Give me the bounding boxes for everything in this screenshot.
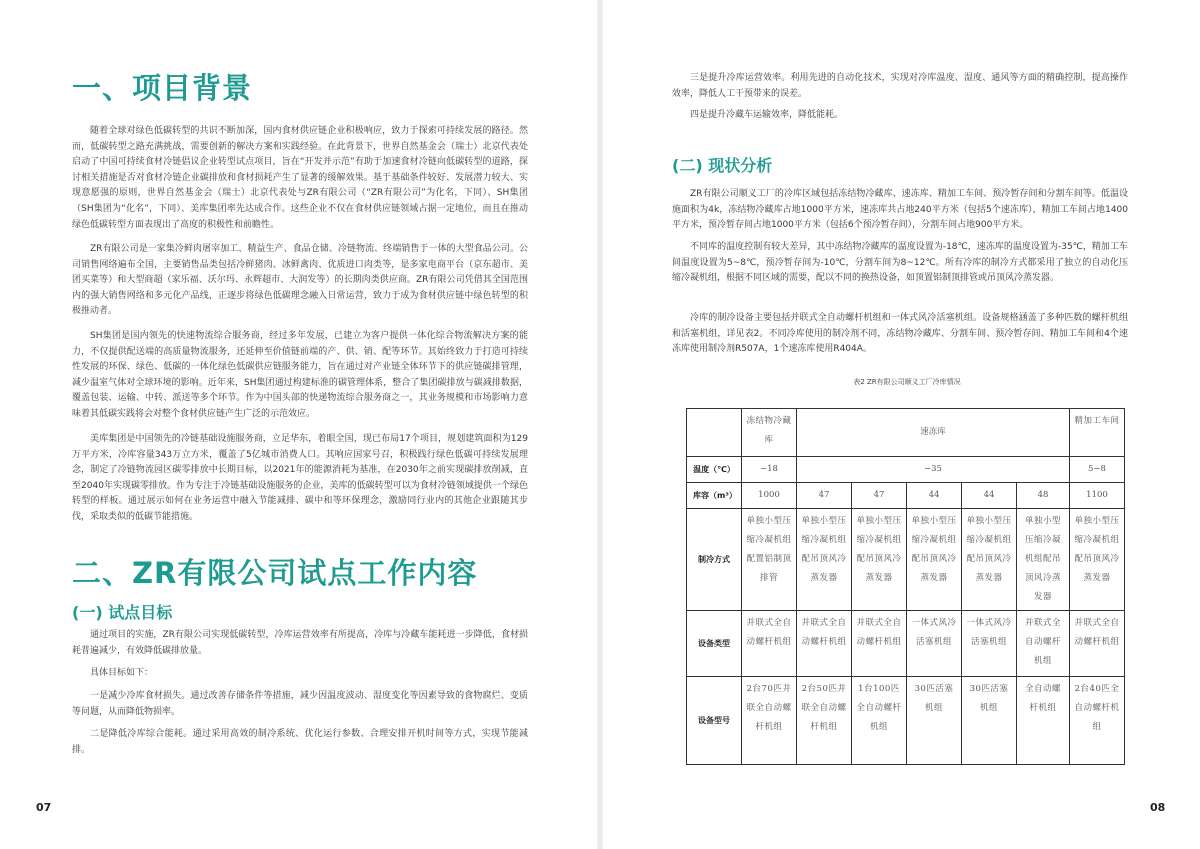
table-cell: 1000 bbox=[742, 483, 797, 509]
table-cell: 单独小型压缩冷凝机组配吊顶风冷蒸发器 bbox=[962, 509, 1017, 611]
table-row-equipment-model bbox=[687, 677, 1125, 765]
table-row-capacity bbox=[687, 483, 1125, 509]
row-label-temperature: 温度（℃） bbox=[687, 457, 742, 483]
temperature-processing: 5−8 bbox=[1070, 457, 1125, 483]
table-cell: 全自动螺杆机组 bbox=[1017, 677, 1070, 765]
row-label-equipment-type: 设备类型 bbox=[687, 611, 742, 677]
table-corner-cell bbox=[687, 409, 742, 457]
paragraph-background-3: SH集团是国内领先的快速物流综合服务商，经过多年发展，已建立为客户提供一体化综合物流解决方案的能力，不仅提供配送端的高质量物流服务，还延伸至价值链前端的产、供、销、配等环节。其始终致力于打造可持续性发展的环保、绿色、低碳的一体化绿色低碳供应链服务能力，旨在通过对产业链全体环节下的供应链碳排管理，减少温室气体对全球环境的影响。近年来，SH集团通过构建标准的碳管理体系，整合了集团碳排放与碳减排数据，覆盖包装、运输、中转、派送等多个环节。作为中国头部的快递物流综合服务商之一，其业务规模和市场影响力意味着其低碳实践将会对整个食材供应链产生广泛的示范效应。 bbox=[72, 331, 528, 419]
table-header-row bbox=[687, 409, 1125, 457]
table-cell: 单独小型压缩冷凝机组配置铝制顶排管 bbox=[742, 509, 797, 611]
paragraph-goal-1: 一是减少冷库食材损失。通过改善存储条件等措施，减少因温度波动、湿度变化等因素导致的食物腐烂、变质等问题，从而降低物损率。 bbox=[72, 691, 528, 717]
table-cell: 并联式全自动螺杆机组 bbox=[797, 611, 852, 677]
temperature-freezer: −18 bbox=[742, 457, 797, 483]
table-cell: 一体式风冷活塞机组 bbox=[962, 611, 1017, 677]
table-row-temperature bbox=[687, 457, 1125, 483]
table-row-equipment-type bbox=[687, 611, 1125, 677]
paragraph-status-3: 冷库的制冷设备主要包括并联式全自动螺杆机组和一体式风冷活塞机组。设备规格涵盖了多种匹数的螺杆机组和活塞机组，详见表2。不同冷库使用的制冷剂不同，冻结物冷藏库、分割车间、预冷暂存间、精加工车间和4个速冻库使用制冷剂R507A，1个速冻库使用R404A。 bbox=[672, 313, 1128, 355]
paragraph-status-2: 不同库的温度控制有较大差异，其中冻结物冷藏库的温度设置为-18℃，速冻库的温度设置为-35℃，精加工车间温度设置为5~8℃，预冷暂存间为-10℃，分割车间为8~12℃。所有冷库的制冷方式都采用了独立的自动化压缩冷凝机组，根据不同区域的需要，配以不同的换热设备，如顶置铝制顶排管或吊顶风冷蒸发器。 bbox=[672, 242, 1128, 284]
table-cell: 44 bbox=[907, 483, 962, 509]
section1-title: 一、项目背景 bbox=[72, 71, 253, 105]
subsection-goals-title: (一) 试点目标 bbox=[72, 603, 173, 622]
table-cell: 单独小型压缩冷凝机组配吊顶风冷蒸发器 bbox=[852, 509, 907, 611]
left-page bbox=[0, 0, 598, 849]
table-cell: 并联式全自动螺杆机组 bbox=[852, 611, 907, 677]
paragraph-background-2: ZR有限公司是一家集冷鲜肉屠宰加工、精益生产、食品仓储、冷链物流、终端销售于一体的大型食品公司。公司销售网络遍布全国，主要销售品类包括冷鲜猪肉、冰鲜禽肉、优质进口肉类等，是多家电商平台（京东超市、美团买菜等）和大型商超（家乐福、沃尔玛、永辉超市、大润发等）的长期肉类供应商。ZR有限公司凭借其全国范围内的强大销售网络和多元化产品线，正逐步将绿色低碳理念融入日常运营，致力于成为食材供应链中绿色转型的积极推动者。 bbox=[72, 244, 528, 317]
right-page bbox=[602, 0, 1200, 849]
paragraph-background-4: 美库集团是中国领先的冷链基础设施服务商，立足华东，着眼全国，现已布局17个项目，规划建筑面积为129万平方米，冷库容量343万立方米，覆盖了5亿城市消费人口。其响应国家号召，积极践行绿色低碳可持续发展理念，制定了冷链物流园区碳零排放中长期目标，以2021年的能源消耗为基准，在2030年之前实现碳排放削减，直至2040年实现碳零排放。作为专注于冷链基础设施服务的企业，美库的低碳转型可以为食材冷链领域提供一个绿色转型的样板。通过展示如何在业务运营中融入节能减排、碳中和等环保理念，激励同行业内的其他企业跟随其步伐，采取类似的低碳节能措施。 bbox=[72, 434, 528, 522]
table-cell: 2台50匹并联全自动螺杆机组 bbox=[797, 677, 852, 765]
paragraph-status-1: ZR有限公司顺义工厂的冷库区域包括冻结物冷藏库、速冻库、精加工车间、预冷暂存间和分割车间等。低温设施面积为4k，冻结物冷藏库占地1000平方米，速冻库共占地240平方米（包括5个速冻库），精加工车间占地1400平方米，预冷暂存间占地1000平方米（包括6个预冷暂存间），分割车间占地900平方米。 bbox=[672, 189, 1128, 231]
header-quick-freeze: 速冻库 bbox=[797, 409, 1070, 457]
temperature-quick-freeze: −35 bbox=[797, 457, 1070, 483]
table-cell: 并联式全自动螺杆机组 bbox=[1017, 611, 1070, 677]
table-cell: 2台40匹全自动螺杆机组 bbox=[1070, 677, 1125, 765]
paragraph-background-1: 随着全球对绿色低碳转型的共识不断加深，国内食材供应链企业积极响应，致力于探索可持续发展的路径。然而，低碳转型之路充满挑战，需要创新的解决方案和实践经验。在此背景下，世界自然基金会（瑞士）北京代表处启动了中国可持续食材冷链倡议企业转型试点项目，旨在“开发并示范”有助于加速食材冷链向低碳转型的道路，探讨相关措施是否对食材冷链企业碳排放和食材损耗产生了显著的缓解效果。基于基础条件较好、发展潜力较大、实现意愿强的原则，世界自然基金会（瑞士）北京代表处与ZR有限公司（“ZR有限公司”为化名，下同）、SH集团（SH集团为“化名”，下同）、美库集团率先达成合作。这些企业不仅在食材供应链领域占据一定地位，而且在推动绿色低碳转型方面表现出了高度的积极性和前瞻性。 bbox=[72, 126, 528, 230]
table-cell: 1100 bbox=[1070, 483, 1125, 509]
page-number-right: 08 bbox=[1150, 801, 1166, 814]
table-row-cooling-method bbox=[687, 509, 1125, 611]
table-cell: 一体式风冷活塞机组 bbox=[907, 611, 962, 677]
table-cell: 并联式全自动螺杆机组 bbox=[1070, 611, 1125, 677]
table-cell: 44 bbox=[962, 483, 1017, 509]
table-cell: 30匹活塞机组 bbox=[962, 677, 1017, 765]
paragraph-goal-2: 二是降低冷库综合能耗。通过采用高效的制冷系统、优化运行参数、合理安排开机时间等方式，实现节能减排。 bbox=[72, 729, 528, 755]
row-label-capacity: 库容（m³） bbox=[687, 483, 742, 509]
row-label-cooling-method: 制冷方式 bbox=[687, 509, 742, 611]
header-freezer-storage: 冻结物冷藏库 bbox=[742, 409, 797, 457]
table-cell: 47 bbox=[797, 483, 852, 509]
row-label-equipment-model: 设备型号 bbox=[687, 677, 742, 765]
table-cell: 2台70匹并联全自动螺杆机组 bbox=[742, 677, 797, 765]
table-cell: 并联式全自动螺杆机组 bbox=[742, 611, 797, 677]
paragraph-goal-3: 三是提升冷库运营效率。利用先进的自动化技术，实现对冷库温度、湿度、通风等方面的精确控制，提高操作效率，降低人工干预带来的误差。 bbox=[672, 73, 1128, 99]
section2-title: 二、ZR有限公司试点工作内容 bbox=[72, 556, 478, 590]
table-cell: 48 bbox=[1017, 483, 1070, 509]
table-cell: 单独小型压缩冷凝机组配吊顶风冷蒸发器 bbox=[797, 509, 852, 611]
table-cell: 1台100匹全自动螺杆机组 bbox=[852, 677, 907, 765]
table-caption: 表2 ZR有限公司顺义工厂冷库情况 bbox=[853, 378, 961, 386]
paragraph-goal-4: 四是提升冷藏车运输效率，降低能耗。 bbox=[690, 110, 844, 120]
paragraph-goals-intro: 通过项目的实施，ZR有限公司实现低碳转型，冷库运营效率有所提高，冷库与冷藏车能耗进一步降低，食材损耗普遍减少，有效降低碳排放量。 bbox=[72, 630, 528, 656]
page-number-left: 07 bbox=[36, 801, 52, 814]
table-cell: 47 bbox=[852, 483, 907, 509]
table-cell: 单独小型压缩冷凝机组配吊顶风冷蒸发器 bbox=[1070, 509, 1125, 611]
table-cell: 30匹活塞机组 bbox=[907, 677, 962, 765]
subsection-status-title: (二) 现状分析 bbox=[672, 156, 773, 175]
table-cell: 单独小型压缩冷凝机组配吊顶风冷蒸发器 bbox=[907, 509, 962, 611]
header-processing-workshop: 精加工车间 bbox=[1070, 409, 1125, 457]
cold-storage-table bbox=[686, 408, 1125, 765]
paragraph-goals-list-intro: 具体目标如下： bbox=[90, 668, 154, 678]
table-cell: 单独小型压缩冷凝机组配吊顶风冷蒸发器 bbox=[1017, 509, 1070, 611]
